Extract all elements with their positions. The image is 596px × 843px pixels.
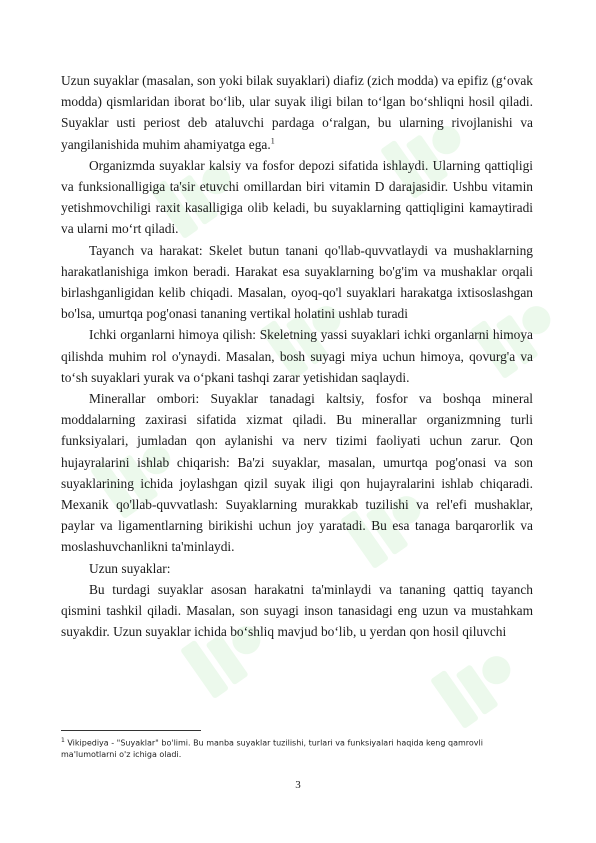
page-number: 3 — [295, 779, 301, 791]
footnote-reference[interactable]: 1 — [270, 136, 275, 146]
footnote-marker: 1 — [61, 737, 65, 744]
paragraph — [61, 70, 533, 155]
footnote-divider — [61, 730, 201, 731]
section-heading: Uzun suyaklar: — [89, 560, 171, 576]
paragraph: Bu turdagi suyaklar asosan harakatni ta'minlaydi va tananing qattiq tayanch qismini tashkil qiladi. Masalan, son suyagi inson tanasidagi eng uzun va mustahkam suyakdir. Uzun suyaklar ichida bo‘shliq mavjud bo‘lib, u yerdan qon hosil qiluvchi — [61, 581, 533, 640]
page-body — [61, 70, 533, 642]
footnote — [61, 735, 531, 760]
paragraph: Ichki organlarni himoya qilish: Skeletning yassi suyaklari ichki organlarni himoya qilishda muhim rol o'ynaydi. Masalan, bosh suyagi miya uchun himoya, qovurg'a va to‘sh suyaklari yurak va o‘pkani tashqi zarar yetishidan saqlaydi. — [61, 327, 533, 385]
paragraph: Tayanch va harakat: Skelet butun tanani qo'llab-quvvatlaydi va mushaklarning harakatlanishiga imkon beradi. Harakat esa suyaklarning bo'g'im va mushaklar orqali birlashganligidan kelib chiqadi. Masalan, oyoq-qo'l suyaklari harakatga ixtisoslashgan bo'lsa, umurtqa pog'onasi tananing vertikal holatini ushlab turadi — [61, 242, 533, 322]
footnote-text: Vikipediya - "Suyaklar" bo'limi. Bu manba suyaklar tuzilishi, turlari va funksiyalari haqida keng qamrovli ma'lumotlarni o'z ichiga oladi. — [61, 738, 483, 759]
paragraph: Organizmda suyaklar kalsiy va fosfor depozi sifatida ishlaydi. Ularning qattiqligi va funksionalligiga ta'sir etuvchi omillardan biri vitamin D darajasidir. Ushbu vitamin yetishmovchiligi raxit kasalligiga olib keladi, bu suyaklarning qattiqligini kamaytiradi va ularni mo‘rt qiladi. — [61, 157, 533, 237]
paragraph-text: Uzun suyaklar (masalan, son yoki bilak suyaklari) diafiz (zich modda) va epifiz (g‘ovak modda) qismlaridan iborat bo‘lib, ular suyak iligi bilan to‘lgan bo‘shliqni hosil qiladi. Suyaklar usti periost deb ataluvchi pardaga o‘ralgan, bu ularning rivojlanishi va yangilanishida muhim ahamiyatga ega. — [61, 73, 533, 152]
watermark-logo — [430, 638, 525, 730]
paragraph: Minerallar ombori: Suyaklar tanadagi kaltsiy, fosfor va boshqa mineral moddalarning zaxirasi sifatida xizmat qiladi. Bu minerallar organizmning turli funksiyalari, jumladan qon aylanishi va nerv tizimi faoliyati uchun zarur. Qon hujayralarini ishlab chiqarish: Ba'zi suyaklar, masalan, umurtqa pog'onasi va son suyaklarining ichida joylashgan qizil suyak iligi qon hujayralarini ishlab chiqaradi. Mexanik qo'llab-quvvatlash: Suyaklarning murakkab tuzilishi va rel'efi mushaklar, paylar va ligamentlarning birikishi uchun joy yaratadi. Bu esa tanaga barqarorlik va moslashuvchanlikni ta'minlaydi. — [61, 391, 533, 555]
